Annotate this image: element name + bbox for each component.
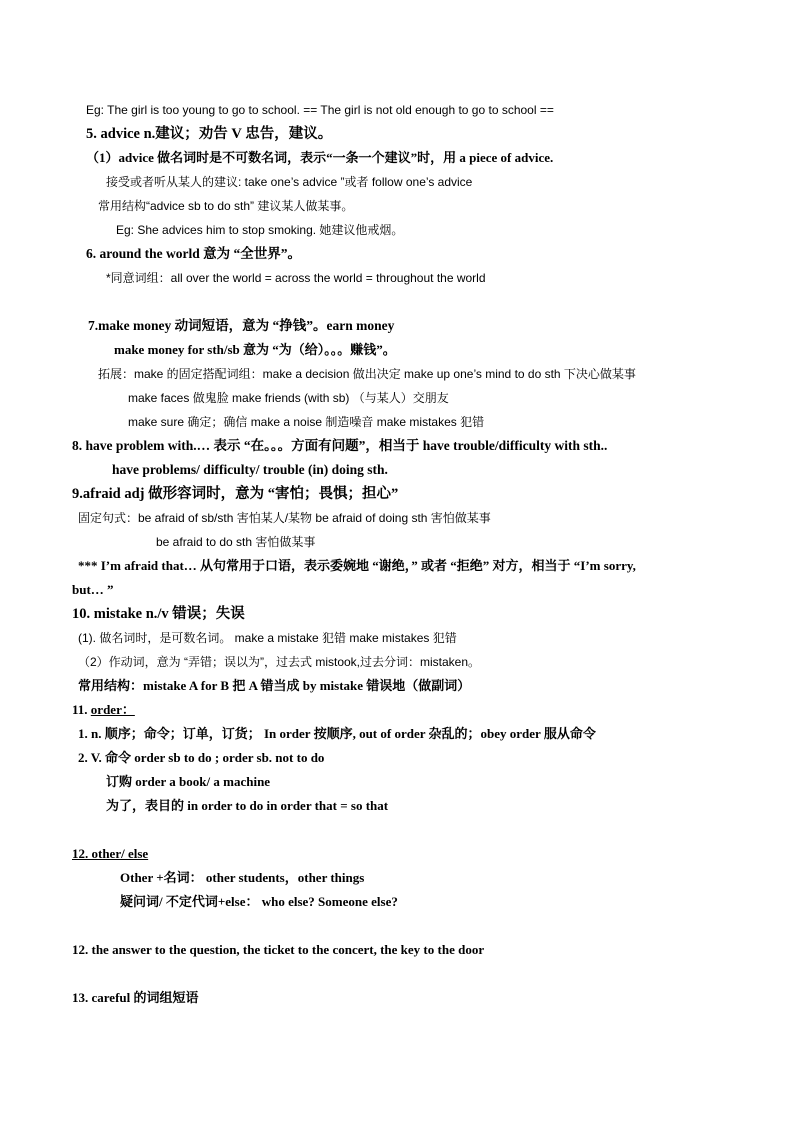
make-collocations-3: make sure 确定；确信 make a noise 制造噪音 make mistakes 犯错 [128,415,485,429]
else-usage: 疑问词/ 不定代词+else： who else? Someone else? [120,894,398,909]
heading-11-word: order： [90,702,135,717]
synonym-phrases: *同意词组：all over the world = across the world = throughout the world [106,271,486,285]
heading-5-advice: 5. advice n.建议；劝告 V 忠告，建议。 [86,126,333,142]
order-noun: 1. n. 顺序；命令；订单，订货； In order 按顺序, out of order 杂乱的；obey order 服从命令 [78,726,596,741]
make-money-for: make money for sth/sb 意为 “为（给）。。。赚钱”。 [114,342,396,357]
heading-12-answer-to: 12. the answer to the question, the ticket to the concert, the key to the door [72,942,485,957]
afraid-that-note-cont: but… ” [72,582,114,597]
heading-8-have-problem: 8. have problem with.… 表示 “在。。。方面有问题”，相当于 have trouble/difficulty with sth.. [72,438,608,453]
heading-11-order [72,700,135,720]
order-purpose: 为了，表目的 in order to do in order that = so that [106,798,389,813]
afraid-fixed-1: 固定句式：be afraid of sb/sth 害怕某人/某物 be afraid of doing sth 害怕做某事 [78,511,491,525]
heading-7-make-money: 7.make money 动词短语，意为 “挣钱”。earn money [88,318,395,333]
order-buy: 订购 order a book/ a machine [106,774,271,789]
heading-10-mistake: 10. mistake n./v 错误；失误 [72,606,245,622]
advice-note-2: 接受或者听从某人的建议: take one’s advice ”或者 follow one’s advice [106,175,473,189]
heading-11-number: 11. [72,702,91,717]
afraid-that-note: *** I’m afraid that… 从句常用于口语，表示委婉地 “谢绝，” 或者 “拒绝” 对方，相当于 “I’m sorry, [78,558,636,573]
example-too-young: Eg: The girl is too young to go to school. == The girl is not old enough to go to school == [86,103,554,117]
heading-13-careful: 13. careful 的词组短语 [72,990,199,1005]
mistake-noun: (1). 做名词时，是可数名词。 make a mistake 犯错 make mistakes 犯错 [78,631,457,645]
heading-6-around-the-world: 6. around the world 意为 “全世界”。 [86,246,302,261]
afraid-fixed-2: be afraid to do sth 害怕做某事 [156,535,316,549]
make-collocations-2: make faces 做鬼脸 make friends (with sb) （与某人）交朋友 [128,391,449,405]
order-verb: 2. V. 命令 order sb to do ; order sb. not to do [78,750,325,765]
heading-9-afraid: 9.afraid adj 做形容词时，意为 “害怕；畏惧；担心” [72,486,399,502]
mistake-structures: 常用结构：mistake A for B 把 A 错当成 by mistake 错误地（做副词） [78,678,471,693]
make-collocations-1: 拓展：make 的固定搭配词组：make a decision 做出决定 make up one’s mind to do sth 下决心做某事 [98,367,636,381]
advice-note-1: （1）advice 做名词时是不可数名词，表示“一条一个建议”时，用 a piece of advice. [86,150,554,165]
advice-example: Eg: She advices him to stop smoking. 她建议他戒烟。 [116,223,404,237]
other-noun: Other +名词： other students，other things [120,870,365,885]
have-problems-doing: have problems/ difficulty/ trouble (in) doing sth. [112,462,388,477]
mistake-verb: （2）作动词，意为 “弄错；误以为”，过去式 mistook,过去分词：mistaken。 [78,655,481,669]
advice-note-3: 常用结构“advice sb to do sth” 建议某人做某事。 [98,199,354,213]
heading-12-other-else: 12. other/ else [72,846,149,861]
